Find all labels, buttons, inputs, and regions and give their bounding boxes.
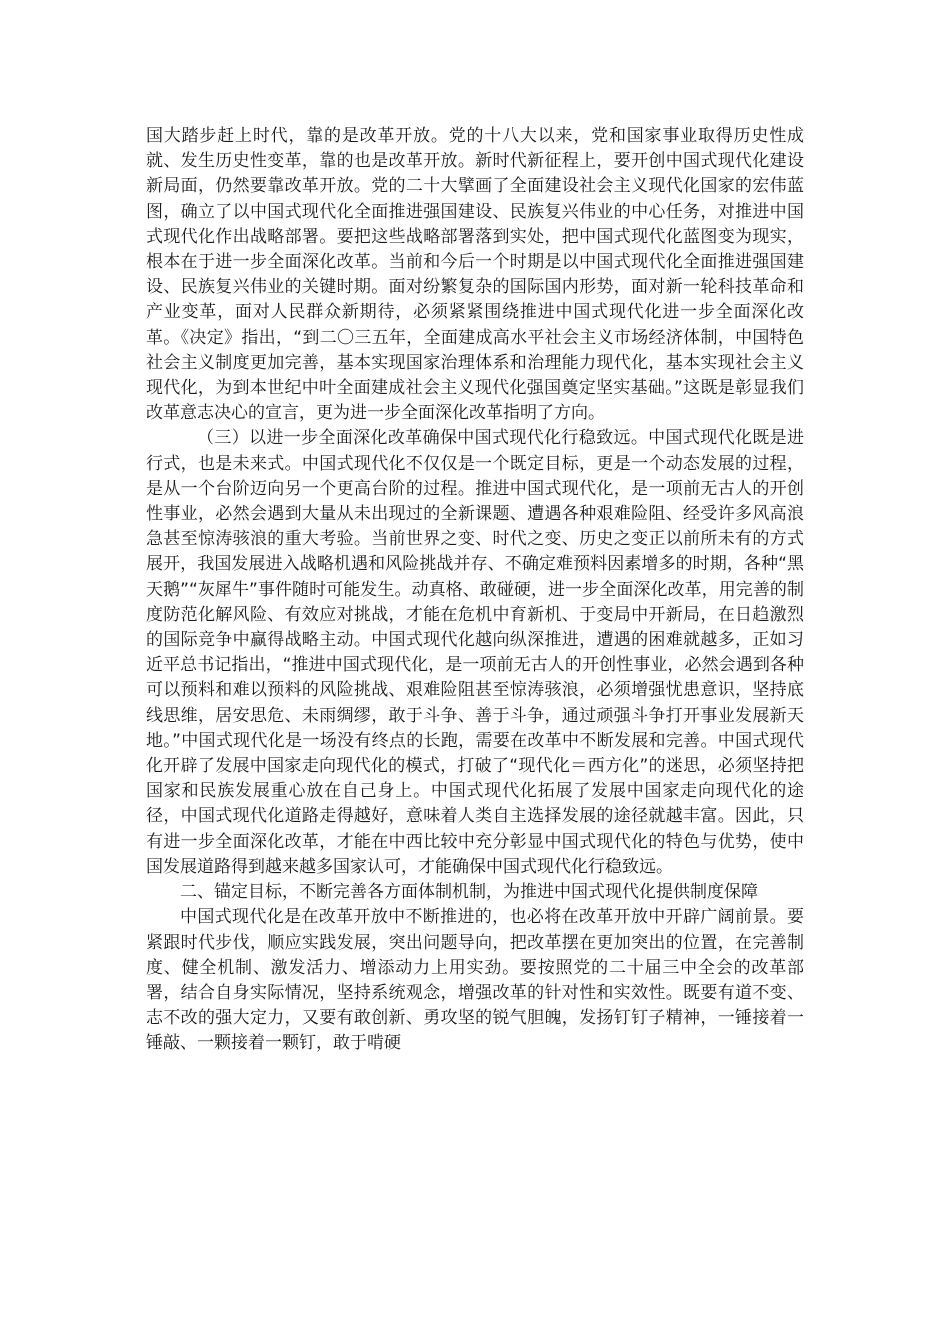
- paragraph-section-three: （三）以进一步全面深化改革确保中国式现代化行稳致远。中国式现代化既是进行式，也是未来式。中国式现代化不仅仅是一个既定目标，更是一个动态发展的过程，是从一个台阶迈向另一个更高台阶的过程。推进中国式现代化，是一项前无古人的开创性事业，必然会遇到大量从未出现过的全新课题、遭遇各种艰难险阻、经受许多风高浪急甚至惊涛骇浪的重大考验。当前世界之变、时代之变、历史之变正以前所未有的方式展开，我国发展进入战略机遇和风险挑战并存、不确定难预料因素增多的时期，各种“黑天鹅”“灰犀牛”事件随时可能发生。动真格、敢碰硬，进一步全面深化改革，用完善的制度防范化解风险、有效应对挑战，才能在危机中育新机、于变局中开新局，在日趋激烈的国际竞争中赢得战略主动。中国式现代化越向纵深推进，遭遇的困难就越多，正如习近平总书记指出，“推进中国式现代化，是一项前无古人的开创性事业，必然会遇到各种可以预料和难以预料的风险挑战、艰难险阻甚至惊涛骇浪，必须增强忧患意识，坚持底线思维，居安思危、未雨绸缪，敢于斗争、善于斗争，通过顽强斗争打开事业发展新天地。”中国式现代化是一场没有终点的长跑，需要在改革中不断发展和完善。中国式现代化开辟了发展中国家走向现代化的模式，打破了“现代化＝西方化”的迷思，必须坚持把国家和民族发展重心放在自己身上。中国式现代化拓展了发展中国家走向现代化的途径，中国式现代化道路走得越好，意味着人类自主选择发展的途径就越丰富。因此，只有进一步全面深化改革，才能在中西比较中充分彰显中国式现代化的特色与优势，使中国发展道路得到越来越多国家认可，才能确保中国式现代化行稳致远。: [146, 428, 804, 877]
- section-heading-two: 二、锚定目标，不断完善各方面体制机制，为推进中国式现代化提供制度保障: [180, 882, 758, 903]
- document-body: [146, 124, 804, 1057]
- paragraph-continuation: 国大踏步赶上时代，靠的是改革开放。党的十八大以来，党和国家事业取得历史性成就、发生历史性变革，靠的也是改革开放。新时代新征程上，要开创中国式现代化建设新局面，仍然要靠改革开放。党的二十大擘画了全面建设社会主义现代化国家的宏伟蓝图，确立了以中国式现代化全面推进强国建设、民族复兴伟业的中心任务，对推进中国式现代化作出战略部署。要把这些战略部署落到实处，把中国式现代化蓝图变为现实，根本在于进一步全面深化改革。当前和今后一个时期是以中国式现代化全面推进强国建设、民族复兴伟业的关键时期。面对纷繁复杂的国际国内形势，面对新一轮科技革命和产业变革，面对人民群众新期待，必须紧紧围绕推进中国式现代化进一步全面深化改革。《决定》指出，“到二〇三五年，全面建成高水平社会主义市场经济体制，中国特色社会主义制度更加完善，基本实现国家治理体系和治理能力现代化，基本实现社会主义现代化，为到本世纪中叶全面建成社会主义现代化强国奠定坚实基础。”这既是彰显我们改革意志决心的宣言，更为进一步全面深化改革指明了方向。: [146, 126, 804, 424]
- paragraph-section-two-body: 中国式现代化是在改革开放中不断推进的，也必将在改革开放中开辟广阔前景。要紧跟时代步伐，顺应实践发展，突出问题导向，把改革摆在更加突出的位置，在完善制度、健全机制、激发活力、增添动力上用实劲。要按照党的二十届三中全会的改革部署，结合自身实际情况，坚持系统观念，增强改革的针对性和实效性。既要有道不变、志不改的强大定力，又要有敢创新、勇攻坚的锐气胆魄，发扬钉钉子精神，一锤接着一锤敲、一颗接着一颗钉，敢于啃硬: [146, 907, 804, 1054]
